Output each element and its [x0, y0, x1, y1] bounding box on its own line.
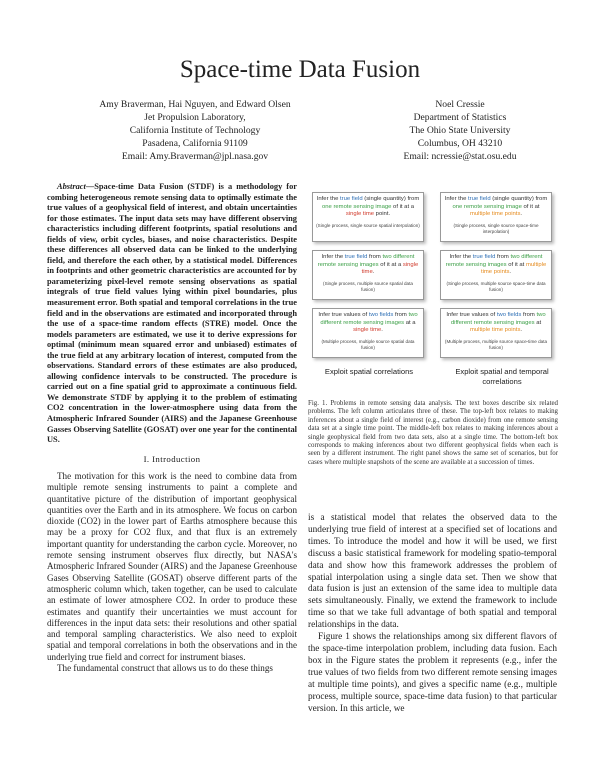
author-affiliation-line: Columbus, OH 43210	[417, 138, 503, 149]
figure-column-label-left: Exploit spatial correlations	[324, 367, 414, 376]
box-text-segment: Infer the	[316, 196, 340, 202]
box-text-segment: Infer true values of	[446, 312, 497, 318]
highlighted-term: multiple time points	[469, 211, 521, 218]
author-email: Email: ncressie@stat.osu.edu	[403, 151, 517, 162]
highlighted-term: two different remote sensing images	[445, 254, 543, 268]
box-text-segment: .	[381, 327, 383, 334]
box-text-segment: of it at a	[378, 261, 403, 268]
box-text-segment: from	[367, 254, 383, 260]
abstract-label: Abstract	[57, 182, 86, 191]
highlighted-term: multiple time points	[480, 261, 547, 276]
box-text-segment: from	[495, 254, 511, 260]
box-text-segment: from	[393, 312, 409, 318]
highlighted-term: two different remote sensing images	[317, 254, 415, 268]
highlighted-term: two different remote sensing images	[450, 312, 546, 326]
box-text-segment: Infer true values of	[318, 312, 369, 318]
author-affiliation-line: Jet Propulsion Laboratory,	[144, 112, 246, 123]
author-block-left	[80, 98, 310, 163]
box-description	[316, 254, 420, 277]
box-text-segment: Infer the	[449, 254, 473, 260]
abstract-text: —Space-time Data Fusion (STDF) is a methodology for combing heterogeneous remote sensing data to optimally estimate the true values of a geophysical field of interest, and obtain uncertainties for those estimates. The input data sets may have different observing characteristics including different footprints, spatial resolutions and fields of view, orbit cycles, biases, and noise characteristics. Despite these differences all observed data can be linked to the underlying field, and therefore the each other, by a statistical model. Differences in footprints and other geometric characteristics are accounted for by parameterizing pixel-level remote sensing observations as spatial integrals of true field values lying within pixel boundaries, plus measurement error. Both spatial and temporal correlations in the true field and in the observations are estimated and incorporated through the use of a space-time random effects (STRE) model. Once the models parameters are estimated, we use it to derive expressions for optimal (minimum mean squared error and unbiased) estimates of the true field at any arbitrary location of interest, computed from the observations. Standard errors of these estimates are also produced, allowing confidence intervals to be constructed. The procedure is carried out on a fine spatial grid to approximate a continuous field. We demonstrate STDF by applying it to the problem of estimating CO2 concentration in the lower-atmosphere using data from the Atmospheric Infrared Sounder (AIRS) and the Japanese Greenhouse Gasses Observing Satellite (GOSAT) over one year for the continental US.	[47, 182, 297, 445]
abstract	[47, 182, 297, 446]
highlighted-term: one remote sensing image	[321, 203, 392, 210]
right-column	[308, 513, 557, 715]
figure-box-spatial-single-source	[312, 192, 424, 242]
highlighted-term: true field	[340, 196, 363, 202]
section-heading-introduction: I. Introduction	[143, 453, 201, 464]
box-text-segment: Infer the	[444, 196, 468, 202]
highlighted-term: two fields	[368, 312, 394, 318]
highlighted-term: true field	[472, 254, 496, 260]
figure-caption: Fig. 1. Problems in remote sensing data analysis. The text boxes describe six related problems. The left column articulates three of these. The top-left box relates to making inferences about a single field of interest (e.g., carbon dioxide) from one remote sensing data set at a single time point. The middle-left box relates to making inferences about a single geophysical field from two data sets, also at a single time. The bottom-left box corresponds to making inferences about two different geophysical fields when each is seen by a different instrument. The right panel shows the same set of scenarios, but for cases where multiple snapshots of the scene are available at a succession of times.	[308, 400, 558, 466]
box-method-name: (Single process, multiple source spatial data fusion)	[323, 280, 413, 292]
author-affiliation-line: The Ohio State University	[409, 125, 511, 136]
box-method-name: (Multiple process, multiple source space-time data fusion)	[444, 338, 548, 350]
box-text-segment: .	[520, 211, 523, 218]
author-email: Email: Amy.Braverman@jpl.nasa.gov	[121, 151, 269, 162]
box-description	[444, 196, 548, 219]
box-method-name: (Single process, single source space-time interpolation)	[453, 222, 539, 234]
box-description	[316, 196, 420, 219]
box-text-segment: at a	[404, 319, 416, 326]
box-description	[444, 312, 548, 335]
intro-paragraph: The fundamental construct that allows us to do these things	[57, 663, 273, 674]
author-names: Noel Cressie	[435, 99, 485, 110]
author-affiliation-line: Pasadena, California 91109	[142, 138, 248, 149]
highlighted-term: two different remote sensing images	[320, 312, 418, 326]
intro-paragraph: The motivation for this work is the need to combine data from multiple remote sensing instruments to paint a complete and quantitative picture of the distribution of important geophysical quantities over the Earth and in its atmosphere. We focus on carbon dioxide (CO2) in the lower part of Earths atmosphere because this may be a proxy for CO2 flux, and that flux is an extremely important quantity for understanding the carbon cycle. Moreover, no remote sensing instrument observes flux directly, but NASA's Atmospheric Infrared Sounder (AIRS) and the Japanese Greenhouse Gases Observing Satellite (GOSAT) observe different parts of the atmospheric column which, taken together, can be used to calculate an estimate of lower atmosphere CO2. In order to produce these estimates and quantify their uncertainties we must account for differences in the input data sets: their resolutions and other spatial and temporal sampling characteristics. We also need to exploit spatial and temporal correlations in both the observations and in the underlying true field and correct for instrument biases.	[47, 470, 297, 662]
author-affiliation-line: California Institute of Technology	[129, 125, 261, 136]
box-text-segment: Infer the	[321, 254, 345, 260]
author-block-right	[350, 98, 570, 163]
highlighted-term: single time	[353, 327, 382, 334]
highlighted-term: single time	[345, 211, 375, 218]
figure-box-spacetime-single-source	[440, 192, 552, 242]
box-method-name: (Single process, single source spatial interpolation)	[316, 222, 420, 228]
box-text-segment: (single quantity) from	[362, 196, 420, 202]
box-description	[316, 312, 420, 335]
box-method-name: (Multiple process, multiple source spatial data fusion)	[321, 338, 415, 350]
figure-box-spatial-multi-process	[312, 308, 424, 358]
figure-box-spacetime-multi-process	[440, 308, 552, 358]
highlighted-term: true field	[344, 254, 368, 260]
author-affiliation-line: Department of Statistics	[413, 112, 507, 123]
box-text-segment: .	[372, 269, 375, 276]
box-text-segment: .	[520, 327, 523, 334]
highlighted-term: two fields	[496, 312, 522, 318]
box-text-segment: (single quantity) from	[490, 196, 548, 202]
left-column	[47, 182, 297, 674]
box-text-segment: point.	[374, 211, 391, 218]
body-paragraph: is a statistical model that relates the observed data to the underlying true field of interest at a specified set of locations and times. To introduce the model and how it will be used, we first discuss a basic statistical framework for modeling spatio-temporal data and show how this framework addresses the problem of spatial interpolation using a single data set. Then we show that data fusion is just an extension of the same idea to multiple data sets simultaneously. Finally, we extend the framework to include time so that we take full advantage of both spatial and temporal relationships in the data.	[308, 513, 557, 631]
highlighted-term: multiple time points	[469, 327, 521, 334]
box-method-name: (Single process, multiple source space-time data fusion)	[446, 280, 546, 292]
paper-title: Space-time Data Fusion	[179, 56, 421, 83]
author-names: Amy Braverman, Hai Nguyen, and Edward Olsen	[99, 99, 291, 110]
box-text-segment: of it at	[521, 203, 540, 210]
body-paragraph: Figure 1 shows the relationships among six different flavors of the space-time interpolation problem, including data fusion. Each box in the Figure states the problem it represents (e.g., infer the true values of two fields from two different remote sensing images at multiple time points), and gives a specific name (e.g., multiple process, multiple source, space-time data fusion) to that particular version. In this article, we	[308, 632, 557, 714]
box-description	[444, 254, 548, 277]
box-text-segment: from	[521, 312, 537, 318]
figure-box-spatial-multi-source	[312, 250, 424, 300]
highlighted-term: single time	[361, 261, 419, 276]
figure-column-label-right: Exploit spatial and temporal correlations	[455, 367, 549, 386]
highlighted-term: one remote sensing image	[452, 203, 522, 210]
box-text-segment: at	[534, 319, 542, 326]
highlighted-term: true field	[468, 196, 491, 202]
box-text-segment: .	[509, 269, 512, 276]
box-text-segment: of it at a	[391, 203, 414, 210]
box-text-segment: of it at	[506, 261, 526, 268]
figure-box-spacetime-multi-source	[440, 250, 552, 300]
